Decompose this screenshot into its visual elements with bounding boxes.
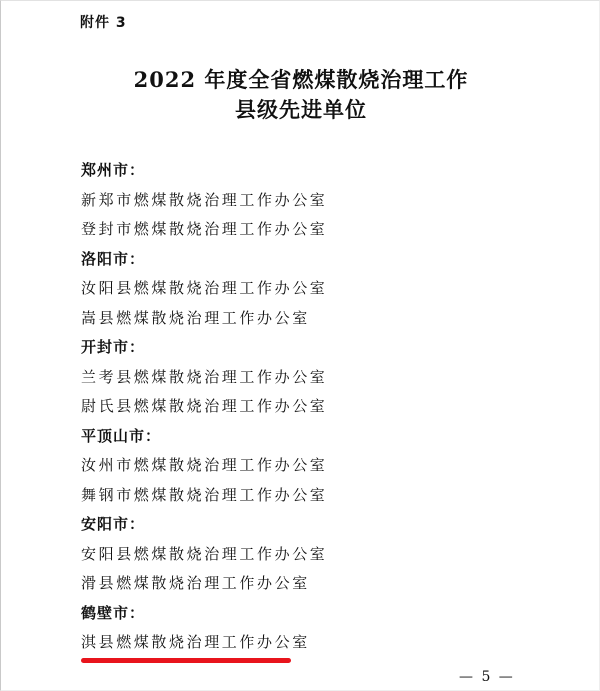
office-item: 安阳县燃煤散烧治理工作办公室 xyxy=(81,544,328,563)
office-item: 新郑市燃煤散烧治理工作办公室 xyxy=(81,190,328,209)
office-item: 尉氏县燃煤散烧治理工作办公室 xyxy=(81,397,328,415)
city-heading-anyang: 安阳市： xyxy=(81,515,146,533)
office-item: 嵩县燃煤散烧治理工作办公室 xyxy=(81,308,310,327)
office-item: 登封市燃煤散烧治理工作办公室 xyxy=(81,220,328,238)
office-item: 滑县燃煤散烧治理工作办公室 xyxy=(81,574,310,592)
city-heading-zhengzhou: 郑州市： xyxy=(81,161,146,179)
award-list xyxy=(81,156,521,658)
office-item: 兰考县燃煤散烧治理工作办公室 xyxy=(81,367,328,386)
attachment-label: 附件 3 xyxy=(80,15,127,31)
document-subtitle: 县级先进单位 xyxy=(235,97,367,122)
office-item: 舞钢市燃煤散烧治理工作办公室 xyxy=(81,485,328,504)
city-heading-hebi: 鹤壁市： xyxy=(81,603,146,622)
red-highlight-underline xyxy=(81,658,291,663)
city-heading-pingdingshan: 平顶山市： xyxy=(81,426,162,445)
page-number: — 5 — xyxy=(459,669,515,685)
city-heading-luoyang: 洛阳市： xyxy=(81,249,146,268)
city-heading-kaifeng: 开封市： xyxy=(81,338,146,356)
document-title: 2022 年度全省燃煤散烧治理工作 xyxy=(133,67,469,92)
office-item: 汝阳县燃煤散烧治理工作办公室 xyxy=(81,279,328,297)
office-item-highlighted: 淇县燃煤散烧治理工作办公室 xyxy=(81,633,310,651)
office-item: 汝州市燃煤散烧治理工作办公室 xyxy=(81,456,328,474)
